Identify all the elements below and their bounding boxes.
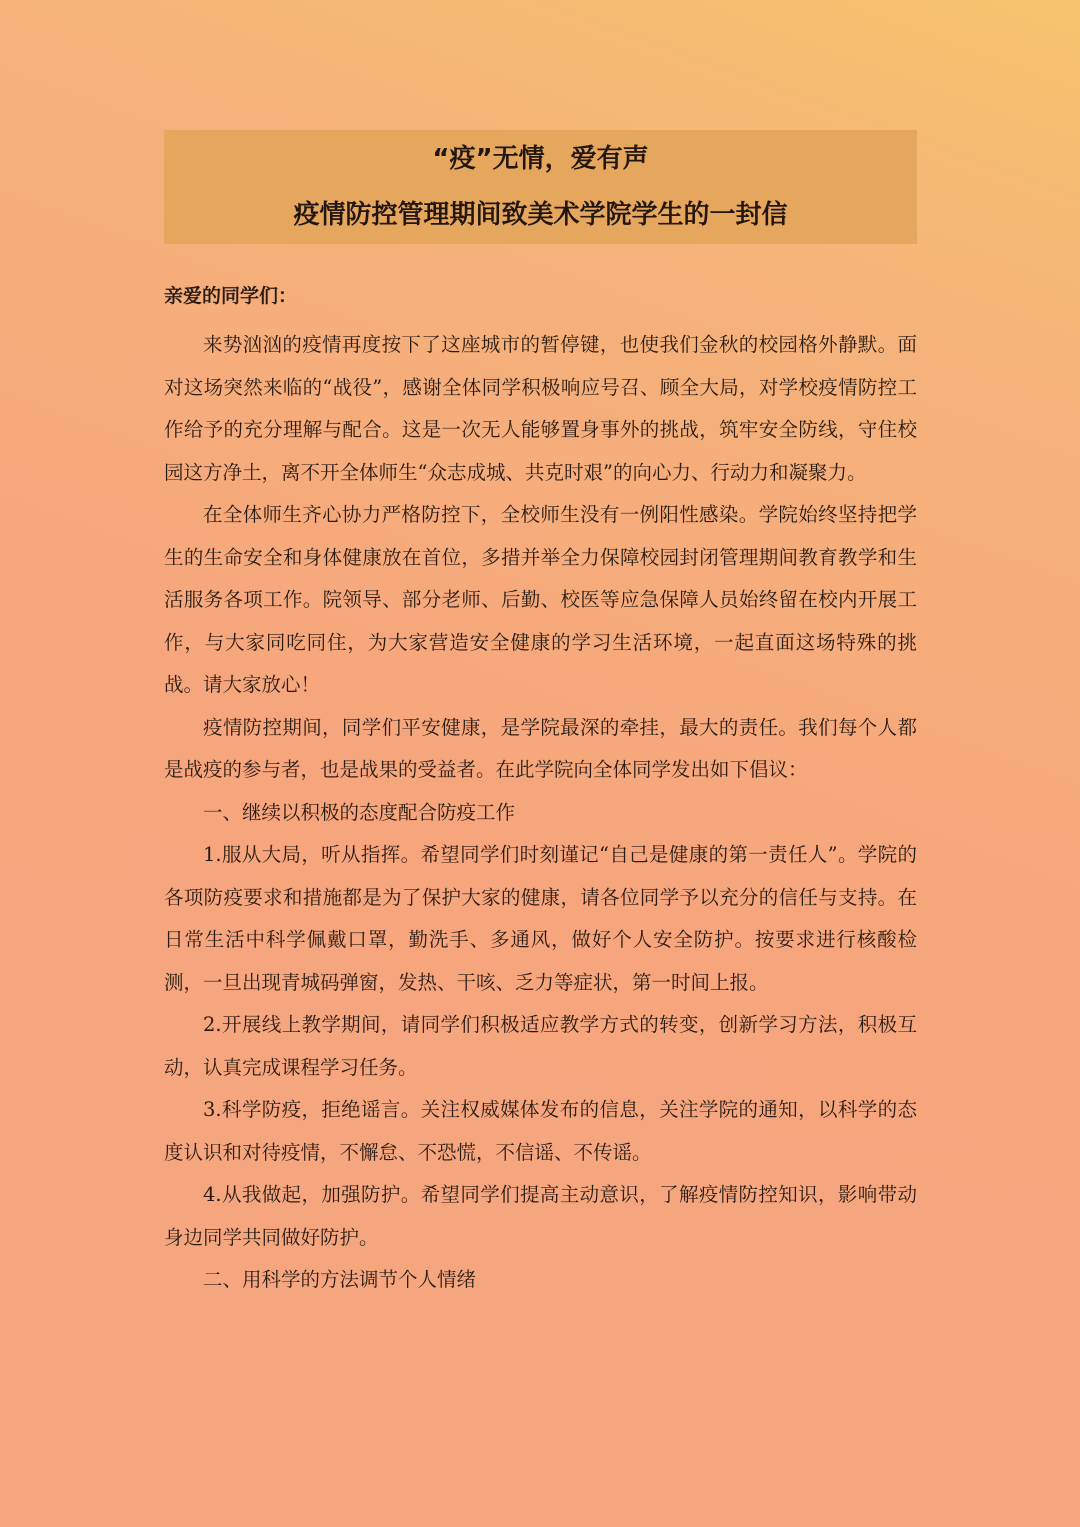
paragraph: 2.开展线上教学期间，请同学们积极适应教学方式的转变，创新学习方法，积极互动，认真完成课程学习任务。 (164, 1013, 917, 1079)
letter-body (164, 324, 917, 1302)
paragraph: 4.从我做起，加强防护。希望同学们提高主动意识，了解疫情防控知识，影响带动身边同学共同做好防护。 (164, 1183, 917, 1249)
title-line-1: “疫”无情，爱有声 (432, 144, 649, 174)
letter-content (164, 130, 917, 1302)
salutation: 亲爱的同学们： (164, 285, 298, 307)
paragraph: 来势汹汹的疫情再度按下了这座城市的暂停键，也使我们金秋的校园格外静默。面对这场突然来临的“战役”，感谢全体同学积极响应号召、顾全大局，对学校疫情防控工作给予的充分理解与配合。这是一次无人能够置身事外的挑战，筑牢安全防线，守住校园这方净土，离不开全体师生“众志成城、共克时艰”的向心力、行动力和凝聚力。 (164, 333, 917, 484)
section-heading: 一、继续以积极的态度配合防疫工作 (203, 800, 516, 824)
paragraph: 3.科学防疫，拒绝谣言。关注权威媒体发布的信息，关注学院的通知，以科学的态度认识和对待疫情，不懈怠、不恐慌，不信谣、不传谣。 (164, 1098, 917, 1164)
paragraph: 疫情防控期间，同学们平安健康，是学院最深的牵挂，最大的责任。我们每个人都是战疫的参与者，也是战果的受益者。在此学院向全体同学发出如下倡议： (164, 715, 917, 781)
paragraph: 在全体师生齐心协力严格防控下，全校师生没有一例阳性感染。学院始终坚持把学生的生命安全和身体健康放在首位，多措并举全力保障校园封闭管理期间教育教学和生活服务各项工作。院领导、部分老师、后勤、校医等应急保障人员始终留在校内开展工作，与大家同吃同住，为大家营造安全健康的学习生活环境，一起直面这场特殊的挑战。请大家放心！ (164, 503, 917, 696)
title-banner (164, 130, 917, 244)
paragraph: 1.服从大局，听从指挥。希望同学们时刻谨记“自己是健康的第一责任人”。学院的各项防疫要求和措施都是为了保护大家的健康，请各位同学予以充分的信任与支持。在日常生活中科学佩戴口罩，勤洗手、多通风，做好个人安全防护。按要求进行核酸检测，一旦出现青城码弹窗，发热、干咳、乏力等症状，第一时间上报。 (164, 843, 917, 994)
title-line-2: 疫情防控管理期间致美术学院学生的一封信 (293, 200, 788, 230)
section-heading: 二、用科学的方法调节个人情绪 (203, 1268, 477, 1291)
